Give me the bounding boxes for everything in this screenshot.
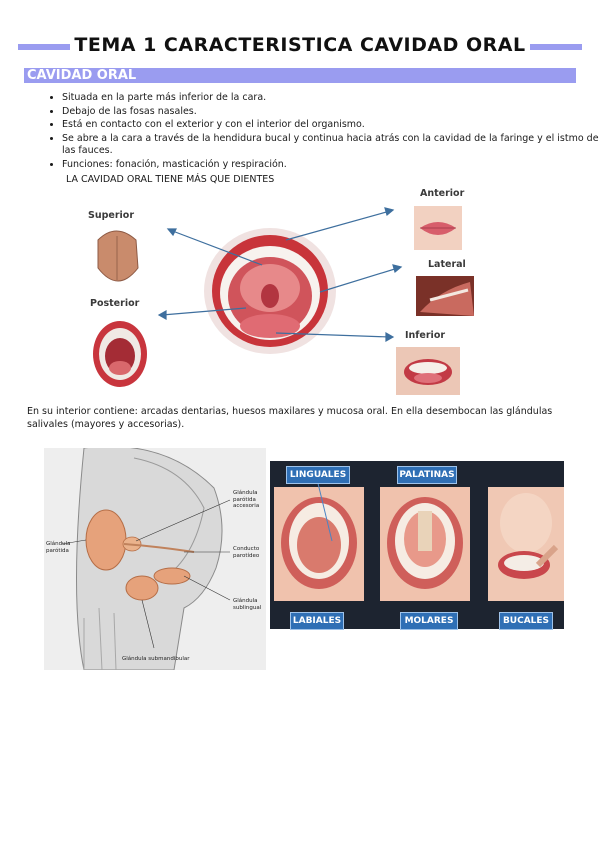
paragraph: En su interior contiene: arcadas dentarias, huesos maxilares y mucosa oral. En ella desembocan las glándulas salivales (mayores y accesorias). bbox=[27, 406, 553, 430]
pill-labiales: LABIALES bbox=[290, 612, 344, 630]
mouth-inferior-image bbox=[396, 347, 460, 395]
mouth-central-image bbox=[204, 228, 336, 354]
panel-palatinas bbox=[380, 487, 470, 601]
label-parotida: Glándula parótida bbox=[46, 541, 71, 554]
label-conducto-parotideo: Conducto parotídeo bbox=[233, 546, 260, 559]
list-item: • Situada en la parte más inferior de la cara. bbox=[62, 92, 600, 105]
label-lateral: Lateral bbox=[428, 259, 466, 270]
list-item: • Se abre a la cara a través de la hendidura bucal y continua hacia atrás con la cavidad de la faringe y el istmo de las fauces. bbox=[62, 133, 600, 158]
pill-molares: MOLARES bbox=[400, 612, 458, 630]
label-sublingual: Glándula sublingual bbox=[233, 598, 262, 611]
section-heading: CAVIDAD ORAL bbox=[24, 68, 576, 83]
mouth-posterior-image bbox=[93, 321, 147, 387]
mouth-panels-figure bbox=[270, 461, 564, 629]
pill-linguales: LINGUALES bbox=[286, 466, 350, 484]
label-submandibular: Glándula submandibular bbox=[122, 656, 190, 662]
label-inferior: Inferior bbox=[405, 330, 446, 341]
page-title: TEMA 1 CARACTERISTICA CAVIDAD ORAL bbox=[0, 34, 600, 56]
note-text: LA CAVIDAD ORAL TIENE MÁS QUE DIENTES bbox=[66, 174, 275, 185]
salivary-glands-figure bbox=[44, 448, 266, 670]
label-parotida-accesoria: Glándula parótida accesoria bbox=[233, 490, 260, 509]
panel-linguales bbox=[274, 471, 364, 601]
list-item: • Está en contacto con el exterior y con el interior del organismo. bbox=[62, 119, 600, 132]
mouth-lateral-image bbox=[416, 276, 474, 316]
label-anterior: Anterior bbox=[420, 188, 465, 199]
label-posterior: Posterior bbox=[90, 298, 140, 309]
pill-palatinas: PALATINAS bbox=[397, 466, 457, 484]
lips-anterior-image bbox=[414, 206, 462, 250]
panel-bucales bbox=[488, 487, 564, 601]
list-item: • Debajo de las fosas nasales. bbox=[62, 106, 600, 119]
tongue-superior-image bbox=[98, 231, 138, 281]
list-item: • Funciones: fonación, masticación y respiración. bbox=[62, 159, 600, 172]
pill-bucales: BUCALES bbox=[499, 612, 553, 630]
label-superior: Superior bbox=[88, 210, 135, 221]
